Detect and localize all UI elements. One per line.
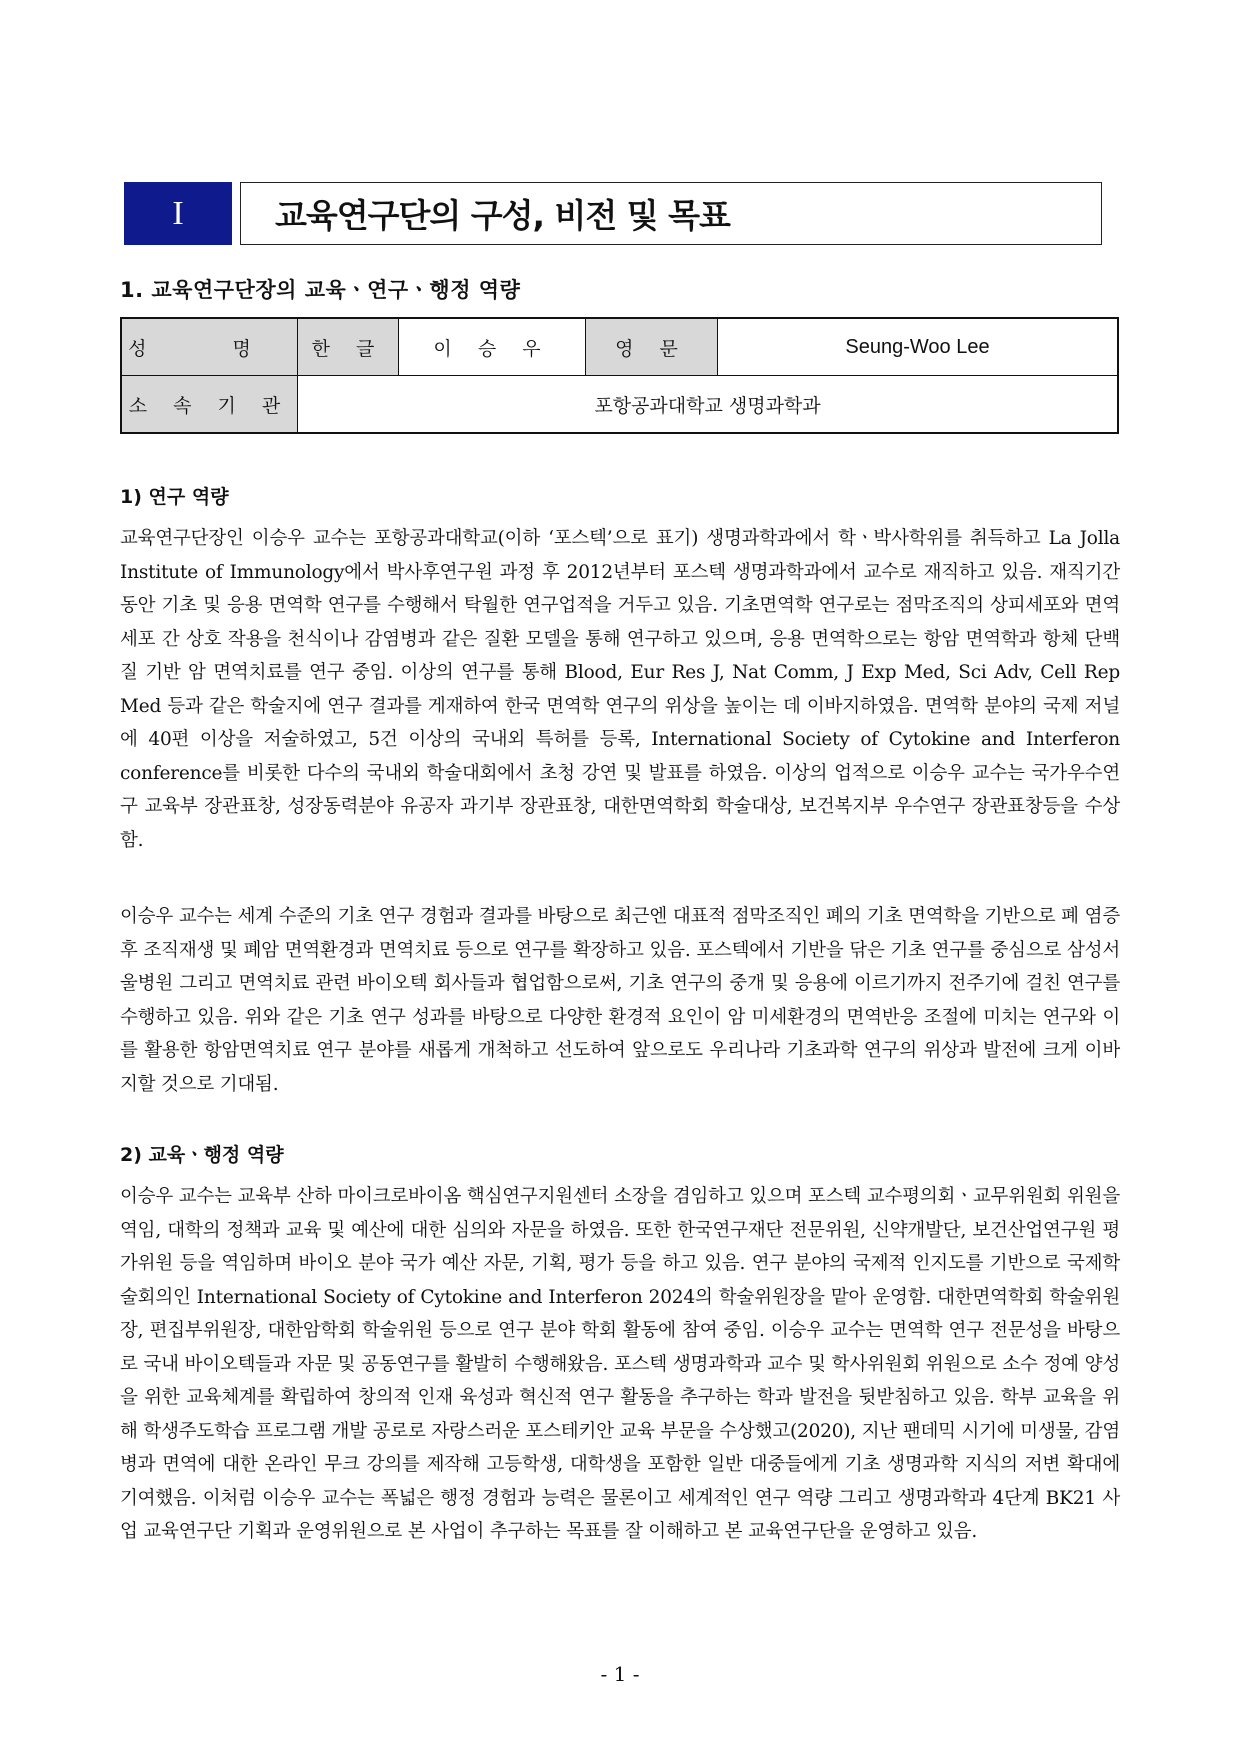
research-paragraph-2: 이승우 교수는 세계 수준의 기초 연구 경험과 결과를 바탕으로 최근엔 대표적 점막조직인 폐의 기초 면역학을 기반으로 폐 염증 후 조직재생 및 폐암 면역환경과 면역치료 등으로 연구를 확장하고 있음. 포스텍에서 기반을 닦은 기초 연구를 중심으로 삼성서울병원 그리고 면역치료 관련 바이오텍 회사들과 협업함으로써, 기초 연구의 중개 및 응용에 이르기까지 전주기에 걸친 연구를 수행하고 있음. 위와 같은 기초 연구 성과를 바탕으로 다양한 환경적 요인이 암 미세환경의 면역반응 조절에 미치는 연구와 이를 활용한 항암면역치료 연구 분야를 새롭게 개척하고 선도하여 앞으로도 우리나라 기초과학 연구의 위상과 발전에 크게 이바지할 것으로 기대됨. <box>120 906 1120 1095</box>
chapter-title-box <box>240 182 1102 245</box>
research-heading: 1) 연구 역량 <box>120 486 229 508</box>
chapter-title: 교육연구단의 구성, 비전 및 목표 <box>275 196 730 235</box>
name-label: 성 명 <box>121 318 298 376</box>
korean-name: 이 승 우 <box>399 318 586 376</box>
english-name: Seung-Woo Lee <box>718 318 1119 376</box>
research-paragraph-1: 교육연구단장인 이승우 교수는 포항공과대학교(이하 ‘포스텍’으로 표기) 생명과학과에서 학ㆍ박사학위를 취득하고 La Jolla Institute of Immunology에서 박사후연구원 과정 후 2012년부터 포스텍 생명과학과에서 교수로 재직하고 있음. 재직기간 동안 기초 및 응용 면역학 연구를 수행해서 탁월한 연구업적을 거두고 있음. 기초면역학 연구로는 점막조직의 상피세포와 면역세포 간 상호 작용을 천식이나 감염병과 같은 질환 모델을 통해 연구하고 있으며, 응용 면역학으로는 항암 면역학과 항체 단백질 기반 암 면역치료를 연구 중임. 이상의 연구를 통해 Blood, Eur Res J, Nat Comm, J Exp Med, Sci Adv, Cell Rep Med 등과 같은 학술지에 연구 결과를 게재하여 한국 면역학 연구의 위상을 높이는 데 이바지하였음. 면역학 분야의 국제 저널에 40편 이상을 저술하였고, 5건 이상의 국내외 특허를 등록, International Society of Cytokine and Interferon conference를 비롯한 다수의 국내외 학술대회에서 초청 강연 및 발표를 하였음. 이상의 업적으로 이승우 교수는 국가우수연구 교육부 장관표창, 성장동력분야 유공자 과기부 장관표창, 대한면역학회 학술대상, 보건복지부 우수연구 장관표창등을 수상함. <box>120 528 1120 851</box>
section-heading: 1. 교육연구단장의 교육ㆍ연구ㆍ행정 역량 <box>120 278 521 302</box>
table-row <box>121 318 1118 376</box>
chapter-number: I <box>124 182 232 245</box>
english-label: 영 문 <box>586 318 718 376</box>
education-heading: 2) 교육ㆍ행정 역량 <box>120 1144 284 1166</box>
table-row <box>121 376 1118 434</box>
chapter-header <box>124 182 1102 245</box>
affiliation-label: 소 속 기 관 <box>121 376 298 434</box>
affiliation-value: 포항공과대학교 생명과학과 <box>298 376 1119 434</box>
page-number: - 1 - <box>600 1662 640 1686</box>
info-table <box>120 317 1119 434</box>
korean-label: 한 글 <box>298 318 399 376</box>
education-paragraph-1: 이승우 교수는 교육부 산하 마이크로바이옴 핵심연구지원센터 소장을 겸임하고 있으며 포스텍 교수평의회ㆍ교무위원회 위원을 역임, 대학의 정책과 교육 및 예산에 대한 심의와 자문을 하였음. 또한 한국연구재단 전문위원, 신약개발단, 보건산업연구원 평가위원 등을 역임하며 바이오 분야 국가 예산 자문, 기획, 평가 등을 하고 있음. 연구 분야의 국제적 인지도를 기반으로 국제학술회의인 International Society of Cytokine and Interferon 2024의 학술위원장을 맡아 운영함. 대한면역학회 학술위원장, 편집부위원장, 대한암학회 학술위원 등으로 연구 분야 학회 활동에 참여 중임. 이승우 교수는 면역학 연구 전문성을 바탕으로 국내 바이오텍들과 자문 및 공동연구를 활발히 수행해왔음. 포스텍 생명과학과 교수 및 학사위원회 위원으로 소수 정예 양성을 위한 교육체계를 확립하여 창의적 인재 육성과 혁신적 연구 활동을 추구하는 학과 발전을 뒷받침하고 있음. 학부 교육을 위해 학생주도학습 프로그램 개발 공로로 자랑스러운 포스테키안 교육 부문을 수상했고(2020), 지난 팬데믹 시기에 미생물, 감염병과 면역에 대한 온라인 무크 강의를 제작해 고등학생, 대학생을 포함한 일반 대중들에게 기초 생명과학 지식의 저변 확대에 기여했음. 이처럼 이승우 교수는 폭넓은 행정 경험과 능력은 물론이고 세계적인 연구 역량 그리고 생명과학과 4단계 BK21 사업 교육연구단 기획과 운영위원으로 본 사업이 추구하는 목표를 잘 이해하고 본 교육연구단을 운영하고 있음. <box>120 1186 1120 1542</box>
